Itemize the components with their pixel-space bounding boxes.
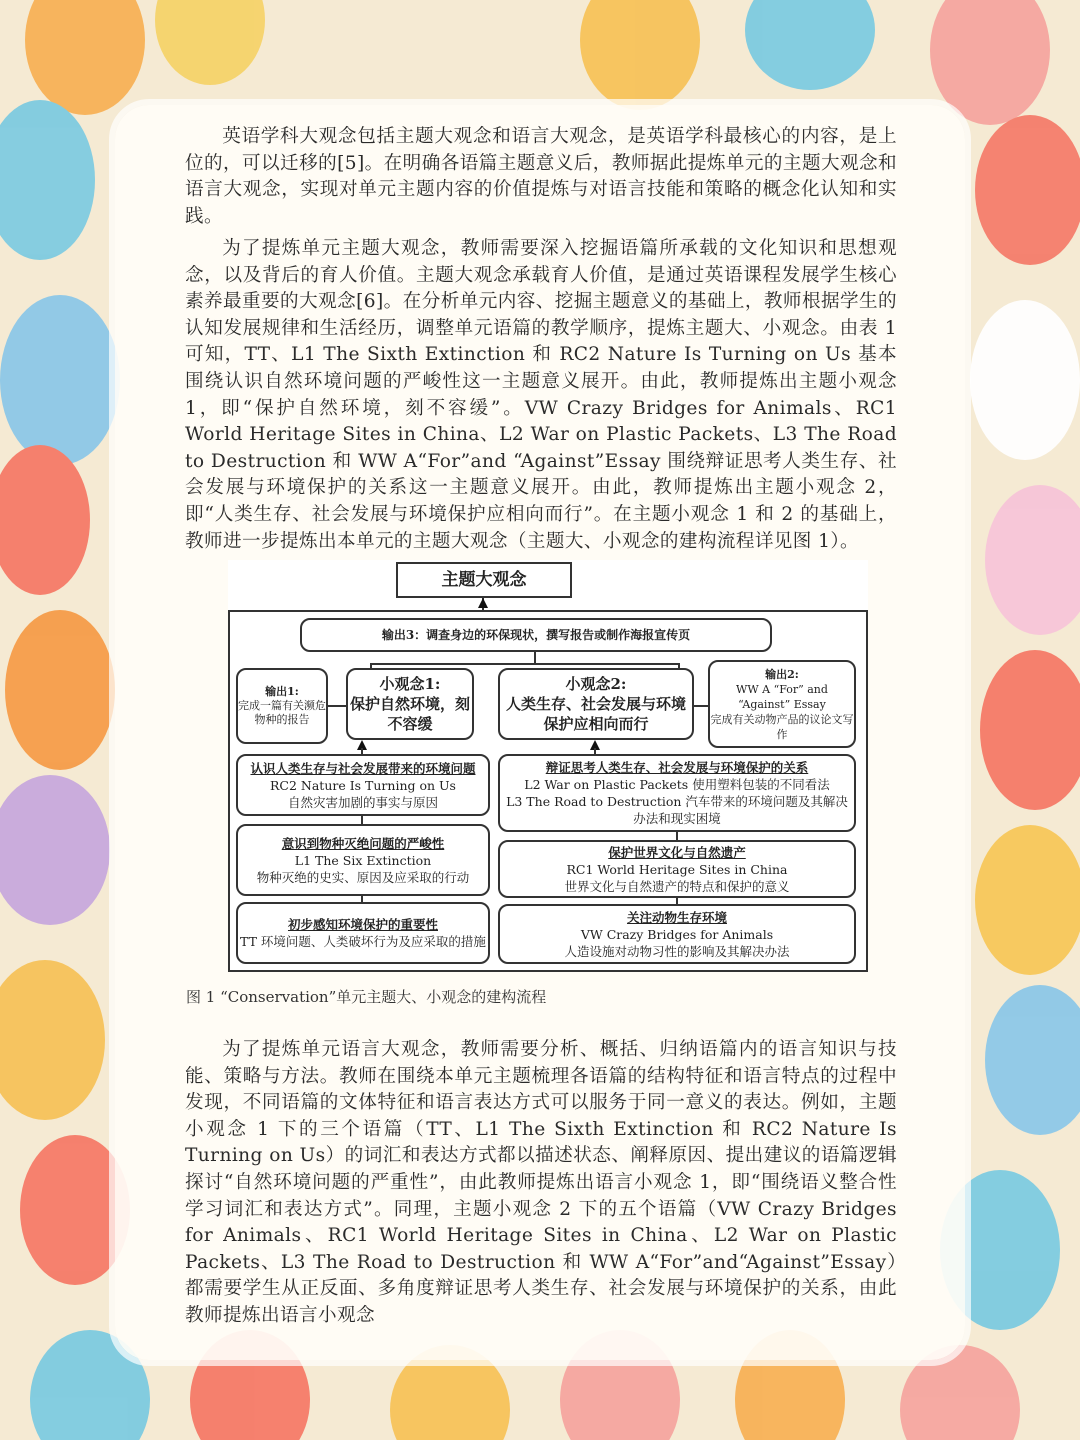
right-box-1-heading: 辩证思考人类生存、社会发展与环境保护的关系 (545, 760, 809, 775)
output2-line2: 完成有关动物产品的议论文写作 (710, 712, 854, 741)
right-box-2-heading: 保护世界文化与自然遗产 (608, 844, 746, 860)
concept-diagram (228, 560, 868, 972)
left-box-3-line1: TT 环境问题、人类破坏行为及应采取的措施 (240, 934, 486, 949)
left-box-1-line2: 自然灾害加剧的事实与原因 (287, 794, 438, 810)
left-box-3-heading: 初步感知环境保护的重要性 (287, 917, 438, 932)
left-box-1 (236, 754, 490, 816)
left-box-2-line2: 物种灭绝的史实、原因及应采取的行动 (256, 869, 470, 885)
left-box-3 (236, 902, 490, 964)
left-box-2-heading: 意识到物种灭绝问题的严峻性 (281, 835, 445, 851)
left-box-2 (236, 824, 490, 896)
paragraph-2: 为了提炼单元主题大观念，教师需要深入挖掘语篇所承载的文化知识和思想观念，以及背后的育人价值。主题大观念承载育人价值，是通过英语课程发展学生核心素养最重要的大观念[6]。在分析单元内容、挖掘主题意义的基础上，教师根据学生的认知发展规律和生活经历，调整单元语篇的教学顺序，提炼主题大、小观念。由表 1 可知，TT、L1 The Sixth Extinction 和 RC2 Nature Is Turning on Us 基本围绕认识自然环境问题的严峻性这一主题意义展开。由此，教师提炼出主题小观念 1，即“保护自然环境，刻不容缓”。VW Crazy Bridges for Animals、RC1 World Heritage Sites in China、L2 War on Plastic Packets、L3 The Road to Destruction 和 WW A“For”and “Against”Essay 围绕辩证思考人类生存、社会发展与环境保护的关系这一主题意义展开。由此，教师提炼出主题小观念 2，即“人类生存、社会发展与环境保护应相向而行”。在主题小观念 1 和 2 的基础上，教师进一步提炼出本单元的主题大观念（主题大、小观念的建构流程详见图 1）。 (185, 238, 897, 552)
right-box-3-line1: VW Crazy Bridges for Animals (580, 926, 774, 942)
left-box-1-line1: RC2 Nature Is Turning on Us (270, 777, 456, 793)
right-box-1 (498, 754, 856, 832)
idea2-title: 小观念2: (565, 675, 627, 693)
idea2-text: 人类生存、社会发展与环境保护应相向而行 (505, 695, 686, 733)
output2-box (708, 660, 856, 748)
output1-title: 输出1: (265, 685, 299, 698)
right-box-3-line2: 人造设施对动物习性的影响及其解决办法 (564, 943, 790, 959)
right-box-3-heading: 关注动物生存环境 (626, 909, 727, 925)
idea1-box (346, 668, 474, 740)
output2-line1: WW A “For” and “Against” Essay (736, 682, 828, 711)
idea1-title: 小观念1: (379, 675, 441, 693)
right-box-3 (498, 904, 856, 964)
output1-text: 完成一篇有关濒危物种的报告 (238, 699, 326, 726)
right-box-2-line1: RC1 World Heritage Sites in China (566, 861, 788, 877)
right-box-2-line2: 世界文化与自然遗产的特点和保护的意义 (564, 878, 790, 894)
right-box-1-line1: L2 War on Plastic Packets 使用塑料包装的不同看法 (524, 777, 830, 792)
left-box-2-line1: L1 The Six Extinction (294, 852, 432, 868)
diagram-top-box: 主题大观念 (396, 562, 572, 598)
right-box-2 (498, 840, 856, 898)
output2-title: 输出2: (765, 667, 799, 681)
output3-box: 输出3：调查身边的环保现状，撰写报告或制作海报宣传页 (300, 618, 772, 652)
paragraph-1: 英语学科大观念包括主题大观念和语言大观念，是英语学科最核心的内容，是上位的，可以迁移的[5]。在明确各语篇主题意义后，教师据此提炼单元的主题大观念和语言大观念，实现对单元主题内容的价值提炼与对语言技能和策略的概念化认知和实践。 (185, 126, 897, 227)
idea2-box (498, 668, 694, 740)
paragraph-3: 为了提炼单元语言大观念，教师需要分析、概括、归纳语篇内的语言知识与技能、策略与方法。教师在围绕本单元主题梳理各语篇的结构特征和语言特点的过程中发现，不同语篇的文体特征和语言表达方式可以服务于同一意义的表达。例如，主题小观念 1 下的三个语篇（TT、L1 The Sixth Extinction 和 RC2 Nature Is Turning on Us）的词汇和表达方式都以描述状态、阐释原因、提出建议的语篇逻辑探讨“自然环境问题的严重性”，由此教师提炼出语言小观念 1，即“围绕语义整合性学习词汇和表达方式”。同理，主题小观念 2 下的五个语篇（VW Crazy Bridges for Animals、RC1 World Heritage Sites in China、L2 War on Plastic Packets、L3 The Road to Destruction 和 WW A“For”and“Against”Essay）都需要学生从正反面、多角度辩证思考人类生存、社会发展与环境保护的关系，由此教师提炼出语言小观念 (185, 1039, 897, 1326)
figure-caption: 图 1 “Conservation”单元主题大、小观念的建构流程 (186, 988, 547, 1006)
right-box-1-line2: L3 The Road to Destruction 汽车带来的环境问题及其解决办法和现实困境 (506, 794, 848, 826)
output1-box (236, 668, 328, 744)
left-box-1-heading: 认识人类生存与社会发展带来的环境问题 (250, 760, 476, 776)
idea1-text: 保护自然环境，刻不容缓 (349, 695, 470, 733)
